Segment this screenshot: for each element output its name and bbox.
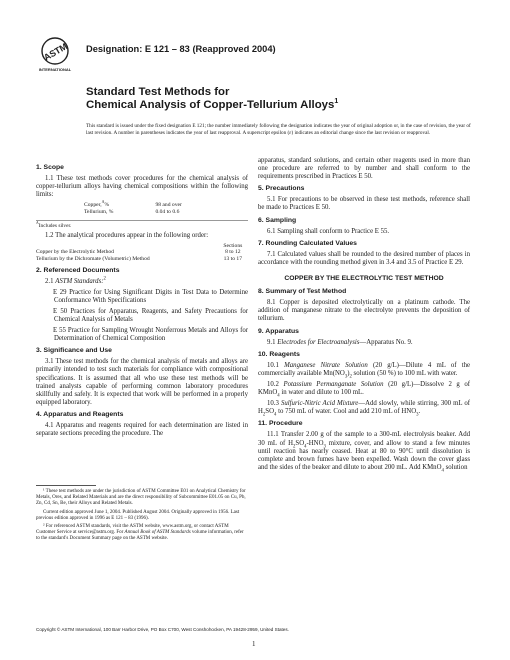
section-heading: 5. Precautions bbox=[258, 185, 305, 193]
composition-limits-table bbox=[80, 202, 186, 215]
paragraph: 10.1 Manganese Nitrate Solution (20 g/L)—Dilute 4 mL of the commercially available $Mn(NO_3)_2$ solution (50 %) to 100 mL with water. bbox=[258, 361, 471, 380]
title-line-1: Standard Test Methods for bbox=[86, 86, 230, 98]
procedures-table bbox=[36, 243, 248, 263]
paragraph: 2.1 ASTM Standards:$^2$ bbox=[45, 276, 106, 285]
section-heading: 2. Referenced Documents bbox=[36, 266, 120, 274]
svg-text:ASTM: ASTM bbox=[41, 41, 70, 63]
paragraph: 1.2 The analytical procedures appear in the following order: bbox=[45, 231, 209, 239]
document-title bbox=[86, 86, 486, 112]
paragraph: 7.1 Calculated values shall be rounded to the desired number of places in accordance with the rounding method given in 3.4 and 3.5 of Practice E 29. bbox=[258, 250, 470, 266]
paragraph: 10.3 Sulfuric-Nitric Acid Mixture—Add slowly, while stirring, 300 mL of $H_2SO_4$ to 750 mL of water. Cool and add 210 mL of $HNO_3$. bbox=[258, 400, 471, 418]
footnotes bbox=[36, 485, 248, 545]
paragraph: apparatus, standard solutions, and certain other reagents used in more than one procedure are referred to by number and shall conform to the requirements prescribed in Practices E 50. bbox=[258, 157, 470, 181]
table-row: Copper,$^A$% 98 and over bbox=[84, 200, 182, 209]
section-heading: 9. Apparatus bbox=[258, 327, 299, 335]
footnote-1: ¹ These test methods are under the jurisdiction of ASTM Committee E01 on Analytical Chemistry for Metals, Ores, and Related Materials and are the direct responsibility of Subcommittee E01.05 on Cu, Pb, Zn, Cd, Sn, Be, their Alloys and Related Metals. bbox=[36, 489, 246, 507]
astm-logo bbox=[38, 36, 72, 74]
section-heading: 7. Rounding Calculated Values bbox=[258, 239, 357, 247]
section-heading: 3. Significance and Use bbox=[36, 347, 112, 355]
right-column bbox=[258, 157, 470, 475]
left-column bbox=[36, 160, 248, 441]
paragraph: 5.1 For precautions to be observed in these test methods, reference shall be made to Practices E 50. bbox=[258, 196, 470, 212]
paragraph: 10.2 Potassium Permanganate Solution (20 g/L)—Dissolve 2 g of KMnO$_4$ in water and dilute to 100 mL. bbox=[258, 380, 471, 399]
section-heading: 4. Apparatus and Reagents bbox=[36, 410, 124, 418]
logo-caption: INTERNATIONAL bbox=[38, 67, 72, 72]
table-row: Copper by the Electrolytic Method 8 to 12 bbox=[36, 249, 241, 256]
section-heading: 6. Sampling bbox=[258, 216, 297, 224]
copyright-notice: Copyright © ASTM International, 100 Barr Harbor Drive, PO Box C700, West Conshohocken, PA 19428-2959, United States. bbox=[36, 627, 289, 632]
paragraph: 8.1 Copper is deposited electrolytically on a platinum cathode. The addition of manganese nitrate to the electrolyte prevents the deposition of tellurium. bbox=[258, 299, 470, 323]
paragraph: 11.1 Transfer 2.00 g of the sample to a 300-mL electrolysis beaker. Add 30 mL of $H_2SO_4-HNO_3$ mixture, cover, and allow to stand a few minutes until reaction has nearly ceased. Heat at 80 to 90°C until dissolution is complete and brown fumes have been expelled. Wash down the cover glass and the sides of the beaker and dilute to about 200 mL. Add KMnO$_4$ solution bbox=[258, 431, 471, 474]
issuance-notice: This standard is issued under the fixed designation E 121; the number immediately following the designation indicates the year of original adoption or, in the case of revision, the year of last revision. A number in parentheses indicates the year of last reapproval. A superscript epsilon (ε) indicates an editorial change since the last revision or reapproval. bbox=[86, 123, 471, 136]
paragraph: 4.1 Apparatus and reagents required for each determination are listed in separate sections preceding the procedure. The bbox=[36, 422, 248, 438]
title-line-2: Chemical Analysis of Copper-Tellurium Alloys$^1$ bbox=[86, 98, 339, 111]
designation: Designation: E 121 – 83 (Reapproved 2004) bbox=[86, 44, 276, 54]
footnote-divider bbox=[36, 485, 96, 486]
section-heading: 8. Summary of Test Method bbox=[258, 288, 347, 296]
table-footnote: $^A$Includes silver. bbox=[36, 220, 248, 230]
paragraph: 1.1 These test methods cover procedures for the chemical analysis of copper-tellurium alloys having chemical compositions within the following limits: bbox=[36, 175, 248, 199]
page-number: 1 bbox=[252, 640, 256, 648]
method-heading: COPPER BY THE ELECTROLYTIC TEST METHOD bbox=[284, 275, 444, 283]
reference-item: E 50 Practices for Apparatus, Reagents, and Safety Precautions for Chemical Analysis of Metals bbox=[53, 307, 248, 323]
paragraph: 9.1 Electrodes for Electroanalysis—Apparatus No. 9. bbox=[267, 338, 413, 346]
paragraph: 6.1 Sampling shall conform to Practice E 55. bbox=[267, 227, 390, 235]
table-row: Tellurium, % 0.04 to 0.6 bbox=[84, 208, 180, 215]
sections-column-header: Sections bbox=[223, 242, 243, 249]
reference-item: E 29 Practice for Using Significant Digits in Test Data to Determine Conformance With Specifications bbox=[53, 288, 248, 304]
paragraph: 3.1 These test methods for the chemical analysis of metals and alloys are primarily intended to test such materials for compliance with compositional specifications. It is assumed that all who use these test methods will be trained analysts capable of performing common laboratory procedures skillfully and safely. It is expected that work will be performed in a properly equipped laboratory. bbox=[36, 358, 248, 406]
table-row: Tellurium by the Dichromate (Volumetric) Method 13 to 17 bbox=[36, 255, 242, 262]
reference-item: E 55 Practice for Sampling Wrought Nonferrous Metals and Alloys for Determination of Chemical Composition bbox=[53, 327, 248, 343]
section-heading: 1. Scope bbox=[36, 164, 64, 171]
footnote-2: ² For referenced ASTM standards, visit the ASTM website, www.astm.org, or contact ASTM Customer Service at service@astm.org. For Annual Book of ASTM Standards volume information, refer to the standard's Document Summary page on the ASTM website. bbox=[36, 524, 244, 542]
section-heading: 10. Reagents bbox=[258, 350, 300, 358]
footnote-1b: Current edition approved June 1, 2004. Published August 2004. Originally approved in 1956. Last previous edition approved in 1996 as E 121 – 83 (1996). bbox=[36, 509, 240, 521]
section-heading: 11. Procedure bbox=[258, 420, 303, 428]
